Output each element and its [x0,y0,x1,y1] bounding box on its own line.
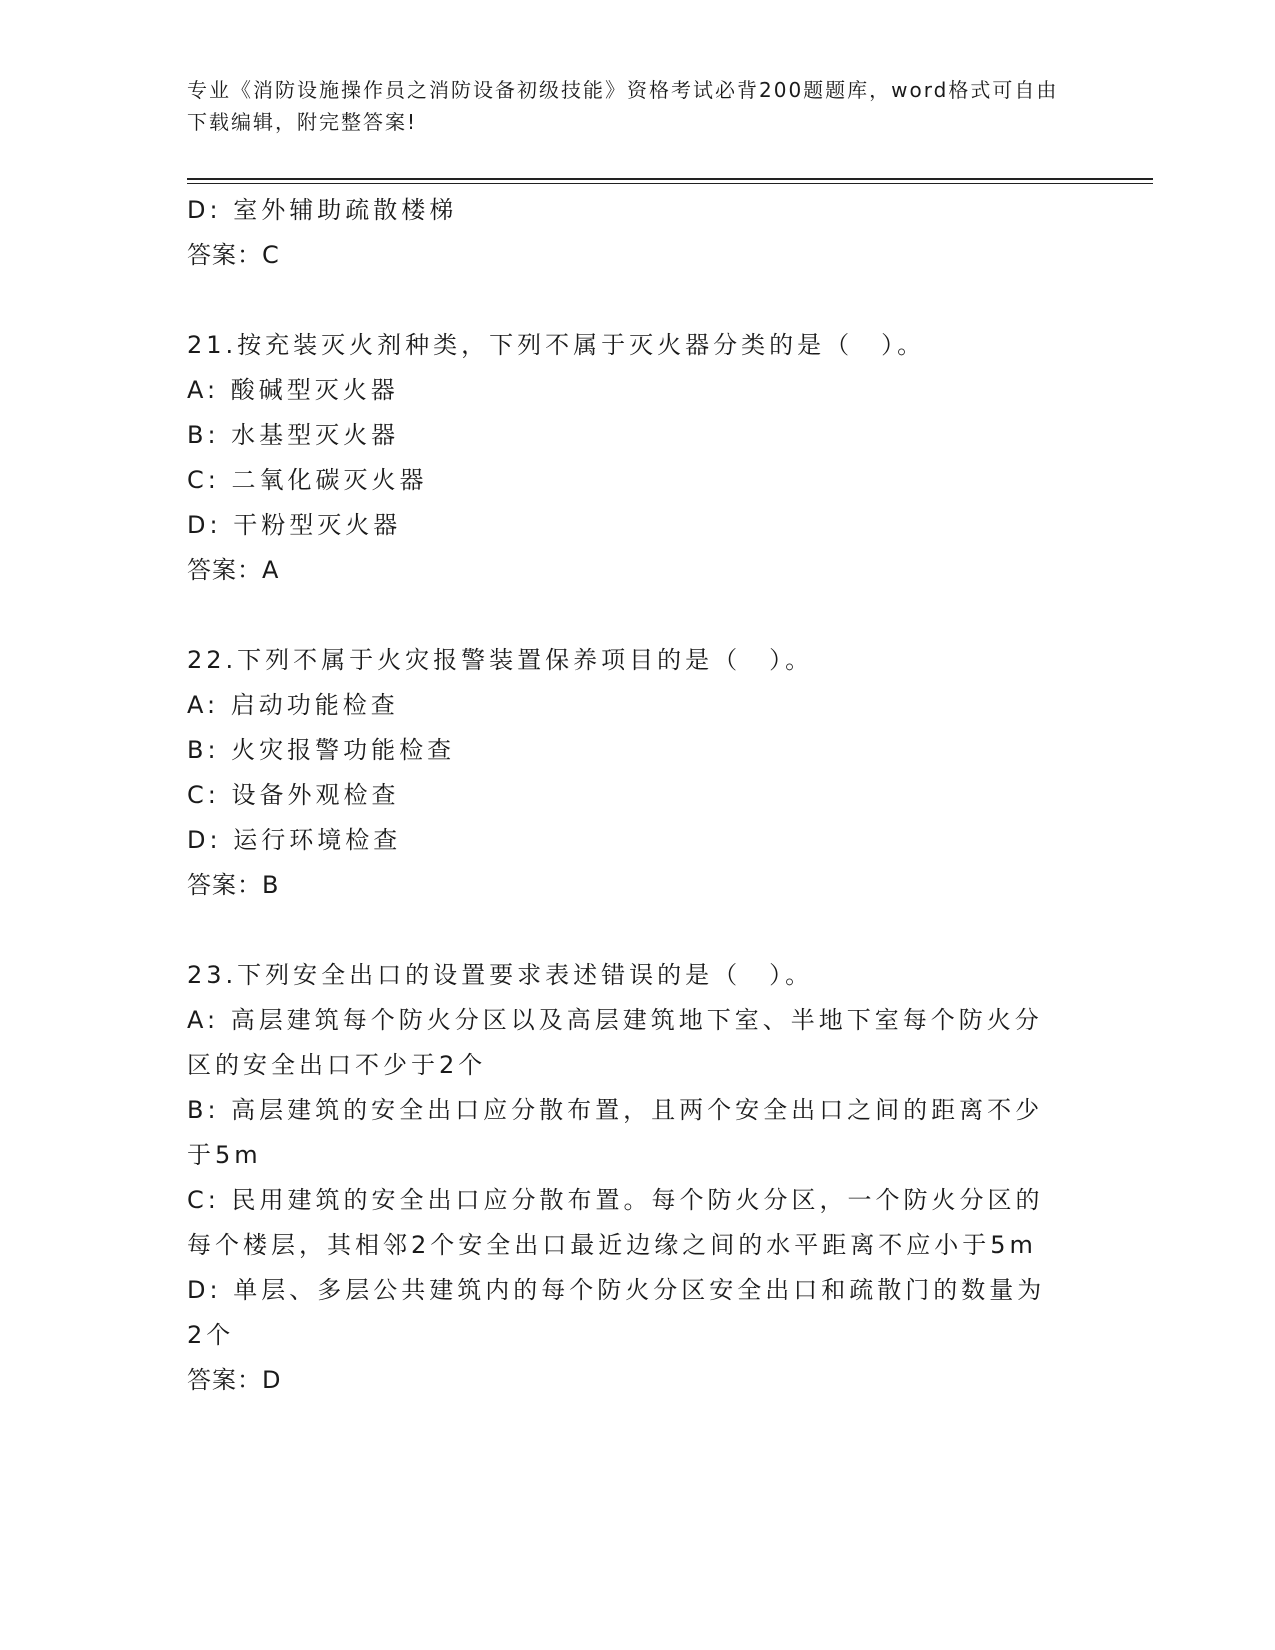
spacer [187,278,1067,323]
q23-option-b-line1: B: 高层建筑的安全出口应分散布置，且两个安全出口之间的距离不少 [187,1096,1044,1124]
spacer [187,908,1067,953]
q22-option-c: C: 设备外观检查 [187,781,400,809]
q23-option-c-line2: 每个楼层，其相邻2个安全出口最近边缘之间的水平距离不应小于5m [187,1231,1037,1259]
q22-stem: 22.下列不属于火灾报警装置保养项目的是（ ）。 [187,646,814,674]
q23-option-d-line1: D: 单层、多层公共建筑内的每个防火分区安全出口和疏散门的数量为 [187,1276,1046,1304]
prev-option-d: D: 室外辅助疏散楼梯 [187,196,458,224]
q22-answer: 答案：B [187,871,280,899]
q23-stem: 23.下列安全出口的设置要求表述错误的是（ ）。 [187,961,814,989]
spacer [187,593,1067,638]
q23-option-c-line1: C: 民用建筑的安全出口应分散布置。每个防火分区，一个防火分区的 [187,1186,1044,1214]
q21-option-c: C: 二氧化碳灭火器 [187,466,428,494]
q22-option-a: A: 启动功能检查 [187,691,399,719]
q23-option-b-line2: 于5m [187,1141,262,1169]
prev-answer: 答案：C [187,241,280,269]
q23-option-a-line2: 区的安全出口不少于2个 [187,1051,487,1079]
q21-option-b: B: 水基型灭火器 [187,421,400,449]
q23-option-a-line1: A: 高层建筑每个防火分区以及高层建筑地下室、半地下室每个防火分 [187,1006,1043,1034]
q21-stem: 21.按充装灭火剂种类，下列不属于灭火器分类的是（ ）。 [187,331,926,359]
q23-answer: 答案：D [187,1366,282,1394]
q22-option-b: B: 火灾报警功能检查 [187,736,456,764]
q23-option-d-line2: 2个 [187,1321,235,1349]
header-divider-thin [187,183,1153,184]
q22-option-d: D: 运行环境检查 [187,826,402,854]
header-divider-thick [187,178,1153,180]
q21-option-a: A: 酸碱型灭火器 [187,376,399,404]
question-content [187,188,1067,1403]
q21-answer: 答案：A [187,556,280,584]
document-header: 专业《消防设施操作员之消防设备初级技能》资格考试必背200题题库，word格式可自由下载编辑，附完整答案! [187,78,1059,134]
q21-option-d: D: 干粉型灭火器 [187,511,402,539]
